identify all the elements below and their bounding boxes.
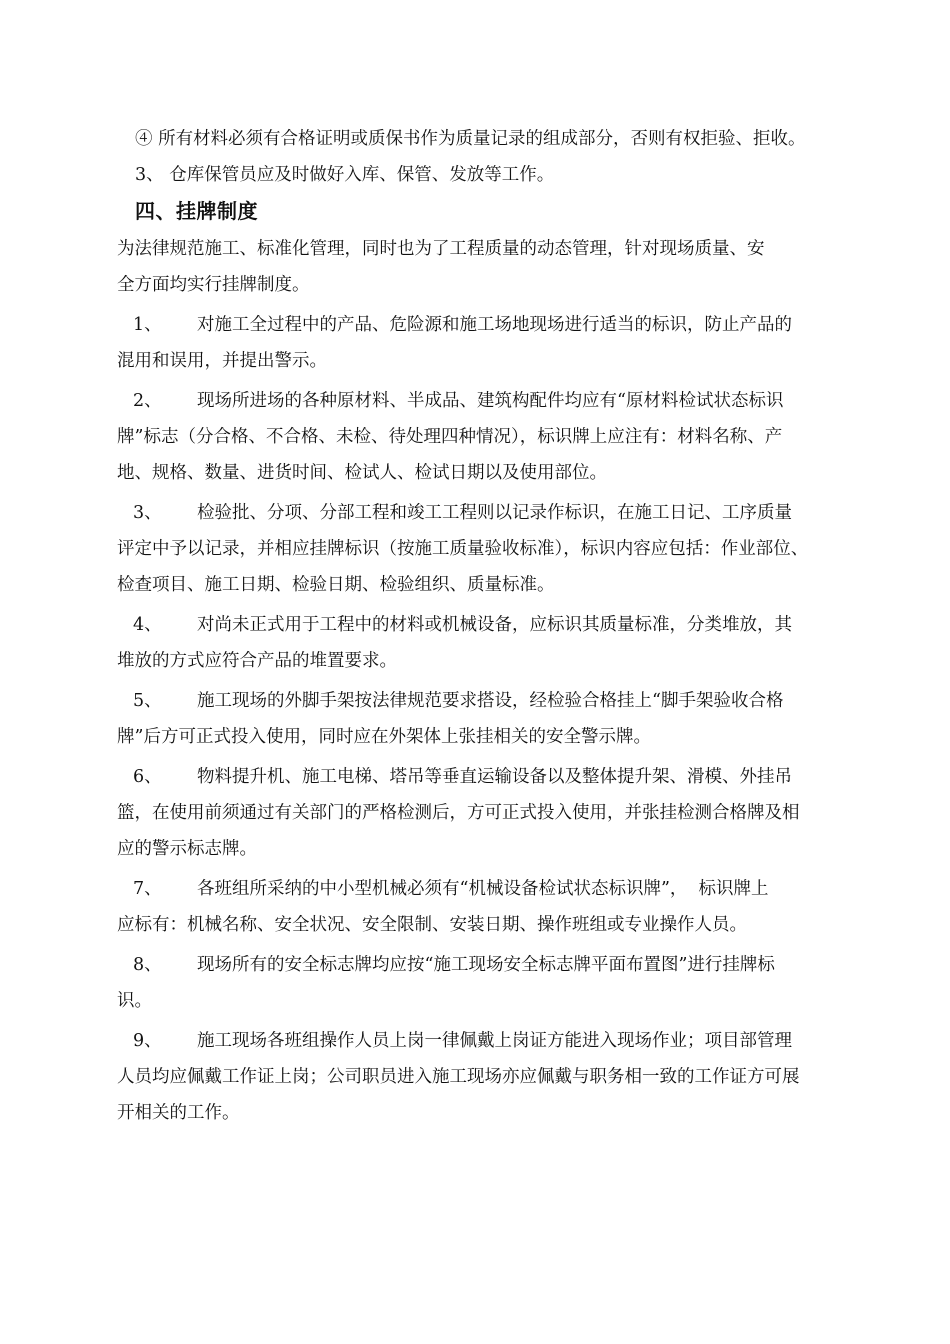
- list-item: [133, 683, 858, 719]
- text-line: 开相关的工作。: [117, 1103, 240, 1123]
- list-item: [133, 383, 858, 419]
- item-text: 检验批、分项、分部工程和竣工工程则以记录作标识，在施工日记、工序质量: [197, 503, 792, 523]
- text-line: 应的警示标志牌。: [117, 839, 257, 859]
- text-line: 应标有：机械名称、安全状况、安全限制、安装日期、操作班组或专业操作人员。: [117, 915, 747, 935]
- item-text: 各班组所采纳的中小型机械必须有“机械设备检试状态标识牌”， 标识牌上: [197, 879, 769, 899]
- text-line: 为法律规范施工、标准化管理，同时也为了工程质量的动态管理，针对现场质量、安: [117, 239, 765, 259]
- item-number: 9、: [133, 1031, 162, 1051]
- list-item: [133, 947, 858, 983]
- item-text: 物料提升机、施工电梯、塔吊等垂直运输设备以及整体提升架、滑模、外挂吊: [197, 767, 792, 787]
- item-number: 5、: [133, 691, 162, 711]
- text-line: 混用和误用，并提出警示。: [117, 351, 327, 371]
- list-item: [133, 871, 858, 907]
- text-line: ④ 所有材料必须有合格证明或质保书作为质量记录的组成部分，否则有权拒验、拒收。: [135, 129, 806, 149]
- text-line: 牌”后方可正式投入使用，同时应在外架体上张挂相关的安全警示牌。: [117, 727, 651, 747]
- item-text: 现场所有的安全标志牌均应按“施工现场安全标志牌平面布置图”进行挂牌标: [197, 955, 775, 975]
- text-line: 3、 仓库保管员应及时做好入库、保管、发放等工作。: [135, 165, 555, 185]
- document-body: [117, 121, 858, 1131]
- text-line: 篮，在使用前须通过有关部门的严格检测后，方可正式投入使用，并张挂检测合格牌及相: [117, 803, 800, 823]
- text-line: 牌”标志（分合格、不合格、未检、待处理四种情况），标识牌上应注有：材料名称、产: [117, 427, 783, 447]
- item-number: 7、: [133, 879, 162, 899]
- item-number: 8、: [133, 955, 162, 975]
- text-line: 地、规格、数量、进货时间、检试人、检试日期以及使用部位。: [117, 463, 607, 483]
- text-line: 检查项目、施工日期、检验日期、检验组织、质量标准。: [117, 575, 555, 595]
- list-item: [133, 307, 858, 343]
- list-item: [133, 495, 858, 531]
- item-number: 2、: [133, 391, 162, 411]
- list-item: [133, 759, 858, 795]
- item-text: 施工现场各班组操作人员上岗一律佩戴上岗证方能进入现场作业；项目部管理: [197, 1031, 792, 1051]
- text-line: 人员均应佩戴工作证上岗；公司职员进入施工现场亦应佩戴与职务相一致的工作证方可展: [117, 1067, 800, 1087]
- item-text: 对尚未正式用于工程中的材料或机械设备，应标识其质量标准，分类堆放，其: [197, 615, 792, 635]
- text-line: 全方面均实行挂牌制度。: [117, 275, 310, 295]
- item-text: 对施工全过程中的产品、危险源和施工场地现场进行适当的标识，防止产品的: [197, 315, 792, 335]
- item-text: 施工现场的外脚手架按法律规范要求搭设，经检验合格挂上“脚手架验收合格: [197, 691, 784, 711]
- list-item: [133, 1023, 858, 1059]
- item-text: 现场所进场的各种原材料、半成品、建筑构配件均应有“原材料检试状态标识: [197, 391, 784, 411]
- item-number: 1、: [133, 315, 162, 335]
- item-number: 6、: [133, 767, 162, 787]
- text-line: 识。: [117, 991, 152, 1011]
- list-item: [133, 607, 858, 643]
- text-line: 堆放的方式应符合产品的堆置要求。: [117, 651, 397, 671]
- text-line: 评定中予以记录，并相应挂牌标识（按施工质量验收标准），标识内容应包括：作业部位、: [117, 539, 809, 559]
- section-heading: 四、挂牌制度: [135, 199, 258, 223]
- item-number: 3、: [133, 503, 162, 523]
- item-number: 4、: [133, 615, 162, 635]
